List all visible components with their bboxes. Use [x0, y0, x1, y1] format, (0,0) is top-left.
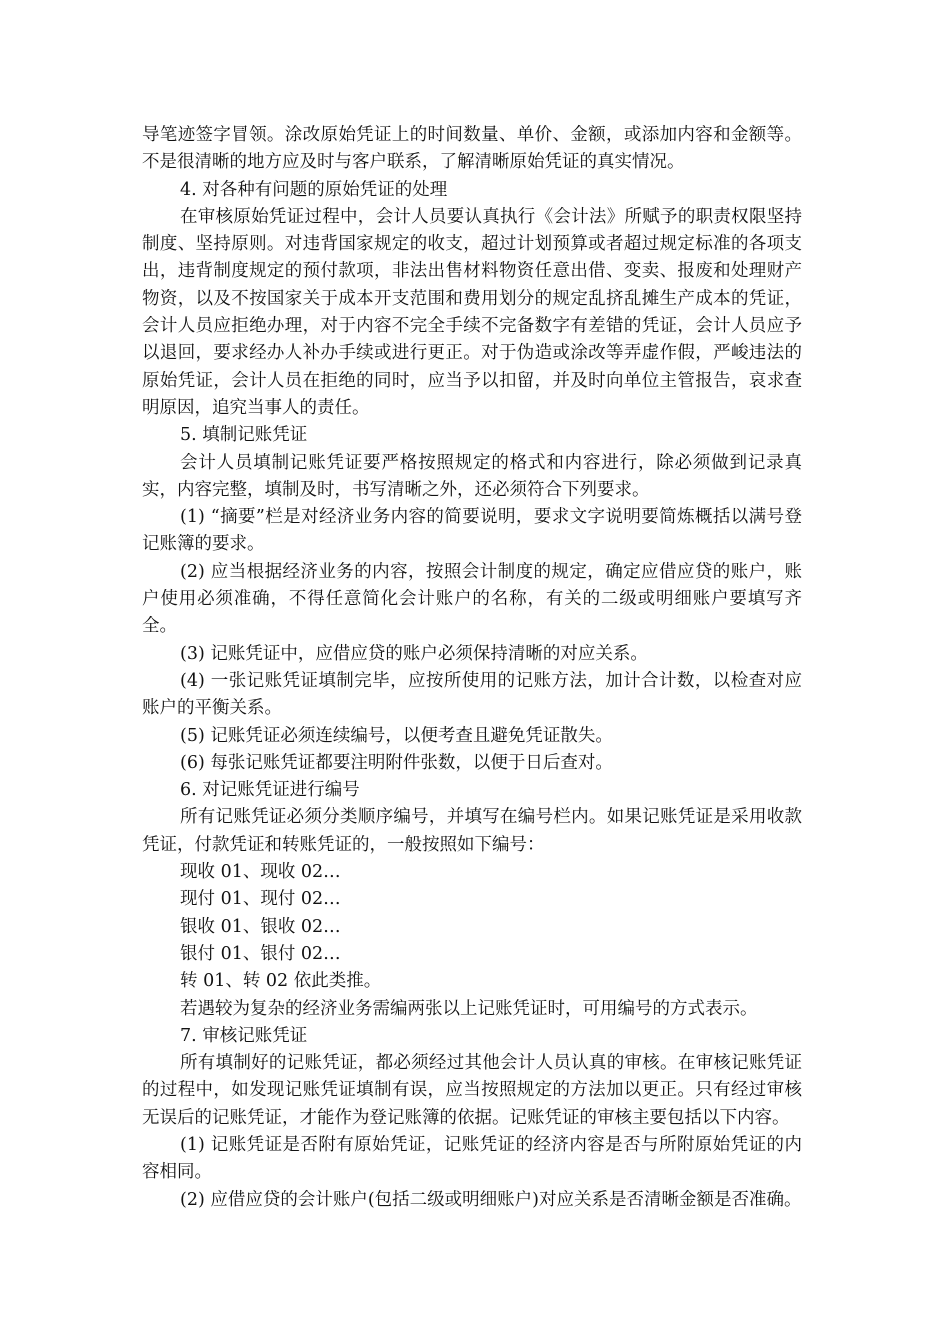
paragraph-continuation: 导笔迹签字冒领。涂改原始凭证上的时间数量、单价、金额，或添加内容和金额等。不是很清晰的地方应及时与客户联系，了解清晰原始凭证的真实情况。 [142, 125, 802, 173]
numbering-example: 现收 01、现收 02… [180, 862, 341, 883]
paragraph: 在审核原始凭证过程中，会计人员要认真执行《会计法》所赋予的职责权限坚持制度、坚持原则。对违背国家规定的收支，超过计划预算或者超过规定标准的各项支出，违背制度规定的预付款项，非法出售材料物资任意出借、变卖、报废和处理财产物资，以及不按国家关于成本开支范围和费用划分的规定乱挤乱摊生产成本的凭证，会计人员应拒绝办理，对于内容不完全手续不完备数字有差错的凭证，会计人员应予以退回，要求经办人补办手续或进行更正。对于伪造或涂改等弄虚作假，严峻违法的原始凭证，会计人员在拒绝的同时，应当予以扣留，并及时向单位主管报告，哀求查明原因，追究当事人的责任。 [142, 206, 802, 418]
section-heading-4: 4. 对各种有问题的原始凭证的处理 [180, 179, 448, 200]
numbering-example: 转 01、转 02 依此类推。 [180, 971, 382, 992]
list-item: (4) 一张记账凭证填制完毕，应按所使用的记账方法，加计合计数，以检查对应账户的平衡关系。 [142, 670, 802, 719]
list-item: (1) 记账凭证是否附有原始凭证，记账凭证的经济内容是否与所附原始凭证的内容相同。 [142, 1134, 802, 1183]
paragraph: 所有填制好的记账凭证，都必须经过其他会计人员认真的审核。在审核记账凭证的过程中，如发现记账凭证填制有误，应当按照规定的方法加以更正。只有经过审核无误后的记账凭证，才能作为登记账簿的依据。记账凭证的审核主要包括以下内容。 [142, 1053, 802, 1128]
list-item: (2) 应借应贷的会计账户(包括二级或明细账户)对应关系是否清晰金额是否准确。 [180, 1189, 802, 1210]
list-item: (2) 应当根据经济业务的内容，按照会计制度的规定，确定应借应贷的账户，账户使用必须准确，不得任意简化会计账户的名称，有关的二级或明细账户要填写齐全。 [142, 561, 802, 637]
numbering-example: 现付 01、现付 02… [180, 889, 341, 910]
paragraph: 会计人员填制记账凭证要严格按照规定的格式和内容进行，除必须做到记录真实，内容完整，填制及时，书写清晰之外，还必须符合下列要求。 [142, 452, 802, 500]
section-heading-5: 5. 填制记账凭证 [180, 425, 308, 446]
list-item: (1) “摘要”栏是对经济业务内容的简要说明，要求文字说明要简炼概括以满号登记账簿的要求。 [142, 507, 802, 555]
numbering-example: 银收 01、银收 02… [180, 916, 341, 937]
document-body [142, 122, 802, 1214]
list-item: (5) 记账凭证必须连续编号，以便考查且避免凭证散失。 [180, 725, 613, 746]
list-item: (3) 记账凭证中，应借应贷的账户必须保持清晰的对应关系。 [180, 643, 648, 664]
section-heading-7: 7. 审核记账凭证 [180, 1025, 308, 1046]
paragraph: 若遇较为复杂的经济业务需编两张以上记账凭证时，可用编号的方式表示。 [180, 998, 758, 1019]
numbering-example: 银付 01、银付 02… [180, 943, 341, 964]
paragraph: 所有记账凭证必须分类顺序编号，并填写在编号栏内。如果记账凭证是采用收款凭证，付款凭证和转账凭证的，一般按照如下编号： [142, 807, 802, 855]
section-heading-6: 6. 对记账凭证进行编号 [180, 780, 360, 801]
list-item: (6) 每张记账凭证都要注明附件张数，以便于日后查对。 [180, 752, 613, 773]
